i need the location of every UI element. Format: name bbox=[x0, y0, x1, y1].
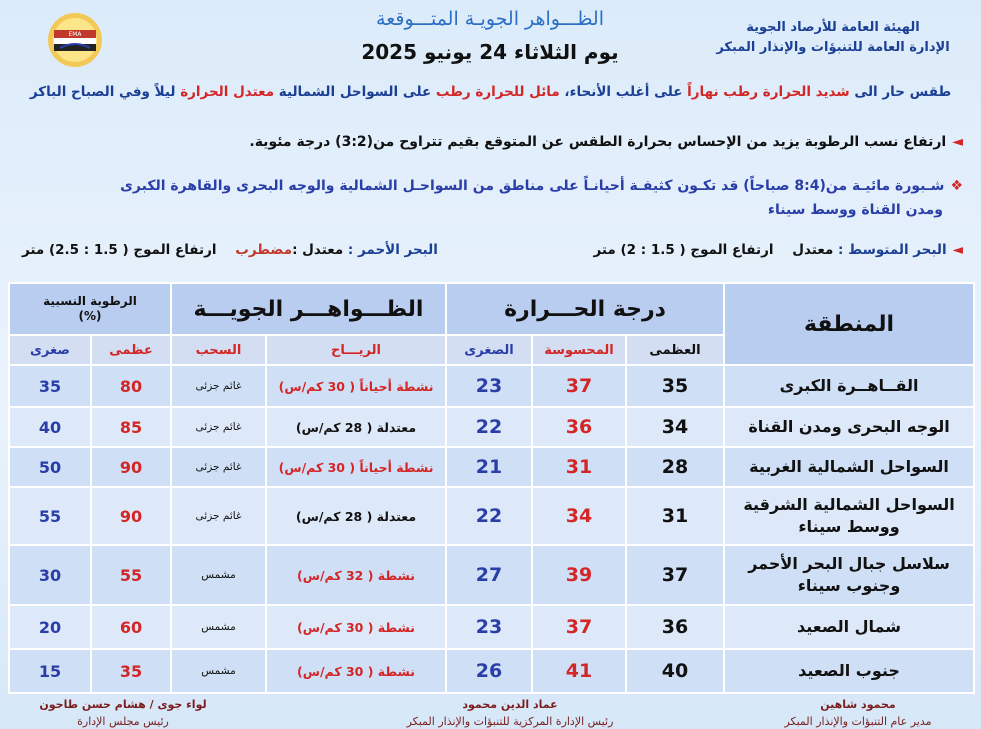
mediterranean-sea-status bbox=[594, 242, 963, 258]
humidity-min-cell: 20 bbox=[9, 605, 91, 649]
temp-feel-cell: 34 bbox=[532, 487, 626, 545]
cloud-cell: غائم جزئى bbox=[171, 447, 266, 487]
humidity-note-text: ارتفاع نسب الرطوبة يزيد من الإحساس بحرارة الطقس عن المتوقع بقيم تتراوح من(3:2) درجة مئوية. bbox=[249, 134, 947, 150]
temp-min-cell: 22 bbox=[446, 487, 532, 545]
signature-middle-title: رئيس الإدارة المركزية للتنبؤات والإنذار المبكر bbox=[406, 715, 614, 728]
table-row bbox=[9, 487, 974, 545]
temp-max-cell: 31 bbox=[626, 487, 724, 545]
diamond-bullet-icon: ❖ bbox=[950, 178, 963, 194]
wind-cell: معتدلة ( 28 كم/س) bbox=[266, 487, 446, 545]
page-title: الظـــواهر الجويـة المتـــوقعة bbox=[376, 8, 604, 30]
header-cloud: السحب bbox=[171, 335, 266, 365]
table-row bbox=[9, 545, 974, 605]
temp-min-cell: 23 bbox=[446, 365, 532, 407]
temp-min-cell: 26 bbox=[446, 649, 532, 693]
header-hum-max: عظمى bbox=[91, 335, 171, 365]
logo-text: EMA bbox=[68, 31, 82, 38]
humidity-max-cell: 90 bbox=[91, 487, 171, 545]
header-min: الصغرى bbox=[446, 335, 532, 365]
wind-cell: نشطة ( 32 كم/س) bbox=[266, 545, 446, 605]
signature-left-name: لواء جوى / هشام حسن طاحون bbox=[39, 698, 207, 711]
table-row bbox=[9, 407, 974, 447]
summary-part-5: على السواحل الشمالية bbox=[274, 84, 436, 100]
humidity-max-cell: 55 bbox=[91, 545, 171, 605]
signature-middle-name: عماد الدين محمود bbox=[462, 698, 558, 711]
region-line-2: ووسط سيناء bbox=[798, 517, 900, 536]
signature-left-title: رئيس مجلس الإدارة bbox=[77, 715, 169, 728]
cloud-cell: غائم جزئى bbox=[171, 365, 266, 407]
humidity-min-cell: 55 bbox=[9, 487, 91, 545]
signature-right-name: محمود شاهين bbox=[820, 698, 896, 711]
summary-part-6: معتدل الحرارة bbox=[180, 84, 275, 100]
temp-min-cell: 21 bbox=[446, 447, 532, 487]
humidity-max-cell: 80 bbox=[91, 365, 171, 407]
humidity-min-cell: 40 bbox=[9, 407, 91, 447]
weather-summary bbox=[8, 84, 973, 100]
med-wave: ارتفاع الموج ( 1.5 : 2) متر bbox=[593, 242, 774, 258]
table-row bbox=[9, 649, 974, 693]
table-row bbox=[9, 605, 974, 649]
temp-feel-cell: 37 bbox=[532, 605, 626, 649]
region-cell: السواحل الشمالية الغربية bbox=[724, 447, 974, 487]
humidity-note bbox=[249, 134, 963, 150]
temp-max-cell: 36 bbox=[626, 605, 724, 649]
signature-right bbox=[743, 696, 973, 729]
temp-feel-cell: 37 bbox=[532, 365, 626, 407]
region-cell: جنوب الصعيد bbox=[724, 649, 974, 693]
temp-feel-cell: 36 bbox=[532, 407, 626, 447]
ema-logo bbox=[40, 10, 110, 70]
fog-note-line-1: شـبورة مائيـة من(8:4 صباحاً) قد تكـون كثيفـة أحيانـاً على مناطق من السواحـل الشمالية والوجه البحرى والقاهرة الكبرى bbox=[120, 178, 945, 194]
wind-cell: نشطة ( 30 كم/س) bbox=[266, 649, 446, 693]
org-line-1: الهيئة العامة للأرصاد الجوية bbox=[746, 20, 920, 35]
temp-min-cell: 27 bbox=[446, 545, 532, 605]
header-humidity bbox=[9, 283, 171, 335]
summary-part-2: شديد الحرارة رطب نهاراً bbox=[687, 84, 850, 100]
temp-min-cell: 23 bbox=[446, 605, 532, 649]
header-feel: المحسوسة bbox=[532, 335, 626, 365]
summary-part-3: على أغلب الأنحاء، bbox=[559, 84, 688, 100]
temp-min-cell: 22 bbox=[446, 407, 532, 447]
cloud-cell: مشمس bbox=[171, 649, 266, 693]
wind-cell: نشطة أحياناً ( 30 كم/س) bbox=[266, 365, 446, 407]
region-cell: الوجه البحرى ومدن القناة bbox=[724, 407, 974, 447]
red-sea-status bbox=[22, 242, 438, 258]
med-label: البحر المتوسط : bbox=[838, 242, 947, 258]
humidity-max-cell: 90 bbox=[91, 447, 171, 487]
humidity-max-cell: 60 bbox=[91, 605, 171, 649]
red-state: معتدل : bbox=[292, 242, 344, 258]
cloud-cell: غائم جزئى bbox=[171, 487, 266, 545]
wind-cell: نشطة ( 30 كم/س) bbox=[266, 605, 446, 649]
region-line-2: وجنوب سيناء bbox=[797, 576, 901, 595]
table-row bbox=[9, 447, 974, 487]
temp-feel-cell: 31 bbox=[532, 447, 626, 487]
temp-feel-cell: 41 bbox=[532, 649, 626, 693]
region-cell bbox=[724, 545, 974, 605]
triangle-bullet-icon: ◄ bbox=[952, 134, 963, 150]
red-state-2: مضطرب bbox=[235, 242, 293, 258]
wind-cell: معتدلة ( 28 كم/س) bbox=[266, 407, 446, 447]
header-hum-min: صغرى bbox=[9, 335, 91, 365]
humidity-min-cell: 15 bbox=[9, 649, 91, 693]
red-wave: ارتفاع الموج ( 1.5 : 2.5) متر bbox=[22, 242, 217, 258]
temp-max-cell: 37 bbox=[626, 545, 724, 605]
region-line-1: السواحل الشمالية الشرقية bbox=[743, 495, 955, 514]
temp-max-cell: 34 bbox=[626, 407, 724, 447]
region-cell: القــاهــرة الكبرى bbox=[724, 365, 974, 407]
header-humidity-line-2: (%) bbox=[78, 309, 102, 323]
signature-middle bbox=[370, 696, 650, 729]
header-phenomena: الظـــواهـــر الجويـــة bbox=[171, 283, 446, 335]
region-cell bbox=[724, 487, 974, 545]
forecast-date: يوم الثلاثاء 24 يونيو 2025 bbox=[361, 40, 619, 64]
fog-note bbox=[33, 174, 963, 222]
humidity-min-cell: 35 bbox=[9, 365, 91, 407]
humidity-min-cell: 50 bbox=[9, 447, 91, 487]
signature-right-title: مدير عام التنبؤات والإنذار المبكر bbox=[784, 715, 932, 728]
summary-part-7: ليلاً وفي الصباح الباكر bbox=[29, 84, 181, 100]
cloud-cell: مشمس bbox=[171, 545, 266, 605]
summary-part-1: طقس حار الى bbox=[849, 84, 952, 100]
med-state: معتدل bbox=[792, 242, 834, 258]
signature-left bbox=[8, 696, 238, 729]
header-region: المنطقة bbox=[724, 283, 974, 365]
triangle-bullet-icon: ◄ bbox=[952, 242, 963, 258]
header-humidity-line-1: الرطوبة النسبية bbox=[43, 294, 137, 308]
temp-feel-cell: 39 bbox=[532, 545, 626, 605]
header-max: العظمى bbox=[626, 335, 724, 365]
humidity-min-cell: 30 bbox=[9, 545, 91, 605]
table-row bbox=[9, 365, 974, 407]
cloud-cell: مشمس bbox=[171, 605, 266, 649]
region-line-1: سلاسل جبال البحر الأحمر bbox=[748, 554, 950, 573]
fog-note-line-2: ومدن القناة ووسط سيناء bbox=[767, 202, 943, 218]
temp-max-cell: 28 bbox=[626, 447, 724, 487]
wind-cell: نشطة أحياناً ( 30 كم/س) bbox=[266, 447, 446, 487]
humidity-max-cell: 85 bbox=[91, 407, 171, 447]
header-wind: الريـــاح bbox=[266, 335, 446, 365]
red-label: البحر الأحمر : bbox=[347, 242, 438, 258]
org-line-2: الإدارة العامة للتنبؤات والإنذار المبكر bbox=[716, 40, 950, 55]
humidity-max-cell: 35 bbox=[91, 649, 171, 693]
region-cell: شمال الصعيد bbox=[724, 605, 974, 649]
forecast-table bbox=[8, 282, 975, 694]
header-temperature: درجة الحـــرارة bbox=[446, 283, 724, 335]
temp-max-cell: 35 bbox=[626, 365, 724, 407]
summary-part-4: مائل للحرارة رطب bbox=[435, 84, 560, 100]
organization-name bbox=[703, 18, 963, 58]
temp-max-cell: 40 bbox=[626, 649, 724, 693]
cloud-cell: غائم جزئى bbox=[171, 407, 266, 447]
